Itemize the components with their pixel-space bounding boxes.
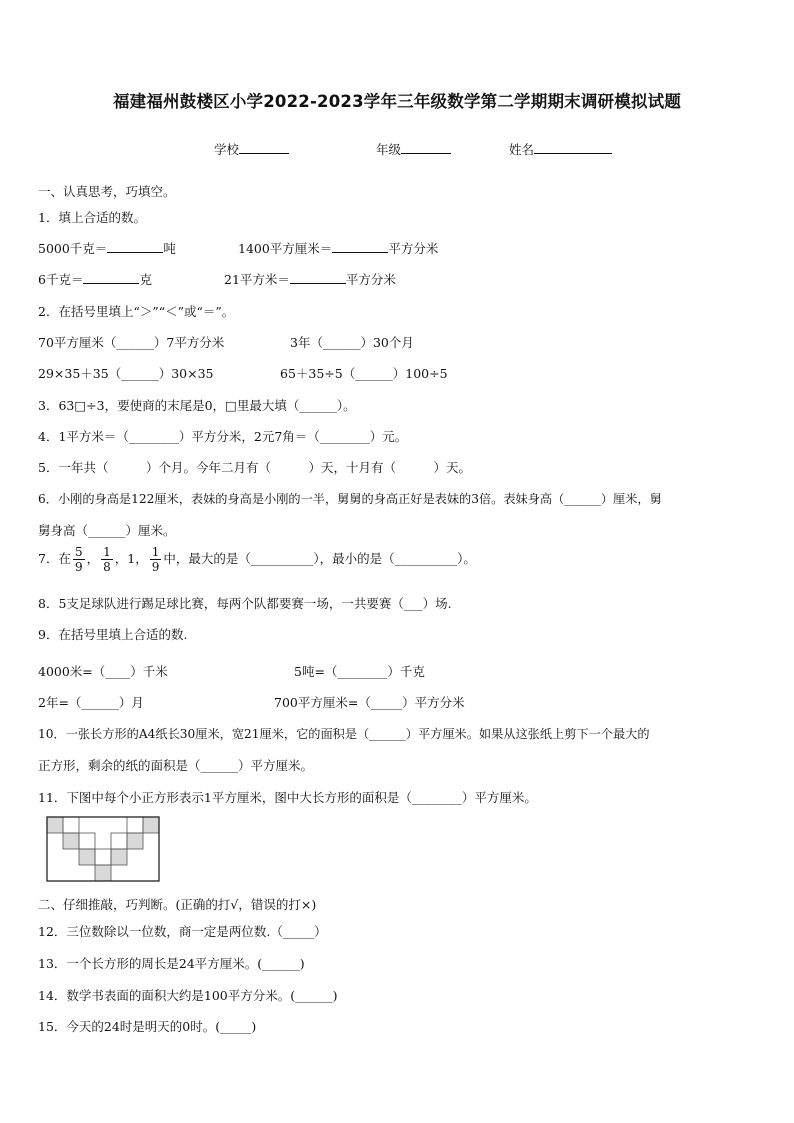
grade-blank[interactable]: [401, 141, 451, 155]
q8: 8．5支足球队进行踢足球比赛，每两个队都要赛一场，一共要赛（___）场.: [38, 596, 452, 611]
q10-line-2: 正方形，剩余的纸的面积是（______）平方厘米。: [38, 758, 314, 773]
q1-c-blank[interactable]: [83, 271, 139, 285]
grid-square: [95, 849, 111, 865]
q1-stem: 1．填上合适的数。: [38, 210, 146, 225]
q7-sep-1: ，: [86, 551, 100, 566]
q6-line-1: 6．小刚的身高是122厘米，表妹的身高是小刚的一半，舅舅的身高正好是表妹的3倍。表妹身高（______）厘米，舅: [38, 492, 662, 506]
name-blank[interactable]: [534, 141, 612, 155]
shaded-square: [79, 849, 95, 865]
q13: 13．一个长方形的周长是24平方厘米。(______): [38, 956, 305, 971]
q7-fraction-2-denominator: 8: [103, 560, 111, 574]
q14: 14．数学书表面的面积大约是100平方分米。(______): [38, 988, 338, 1003]
name-label: 姓名: [509, 142, 535, 157]
q2-a: 70平方厘米（______）7平方分米: [38, 335, 225, 350]
q9-stem: 9．在括号里填上合适的数.: [38, 627, 188, 642]
q7-one: ，1，: [114, 551, 148, 566]
q7-prefix: 7．在: [38, 551, 71, 566]
page-title: 福建福州鼓楼区小学2022-2023学年三年级数学第二学期期末调研模拟试题: [112, 92, 682, 111]
q7-suffix: 中，最大的是（__________），最小的是（__________）。: [163, 551, 476, 566]
q7-fraction-1: [73, 546, 85, 573]
q1-d-blank[interactable]: [290, 271, 346, 285]
q1-b-right: 平方分米: [388, 241, 439, 256]
q1-d: [224, 270, 396, 288]
grid-square: [63, 817, 79, 833]
q12: 12．三位数除以一位数，商一定是两位数.（_____）: [38, 924, 327, 939]
name-field: [509, 140, 612, 158]
q2-b: 3年（______）30个月: [290, 335, 414, 350]
q6-line-2: 舅身高（______）厘米。: [38, 523, 176, 538]
q3: 3．63□÷3，要使商的末尾是0，□里最大填（______）。: [38, 398, 356, 413]
q7-fraction-2: [101, 546, 113, 573]
grade-field: [376, 140, 451, 158]
shaded-square: [143, 817, 159, 833]
school-label: 学校: [214, 142, 240, 157]
q9-d: 700平方厘米=（_____）平方分米: [274, 695, 465, 710]
grid-square: [111, 833, 127, 849]
q1-a-blank[interactable]: [107, 240, 163, 254]
grade-label: 年级: [376, 142, 402, 157]
shaded-square: [47, 817, 63, 833]
q1-a-left: 5000千克＝: [38, 241, 108, 256]
q4: 4．1平方米＝（________）平方分米，2元7角＝（________）元。: [38, 429, 408, 444]
section-2-heading: 二、仔细推敲，巧判断。(正确的打√，错误的打×): [38, 897, 317, 912]
q7: [38, 546, 476, 573]
q1-a-right: 吨: [163, 241, 176, 256]
q7-fraction-3: [150, 546, 162, 573]
q1-c: [38, 270, 152, 288]
q2-d: 65＋35÷5（______）100÷5: [280, 366, 448, 381]
shaded-square: [111, 849, 127, 865]
q1-a: [38, 239, 176, 257]
q9-a: 4000米=（____）千米: [38, 664, 168, 679]
q2-stem: 2．在括号里填上“＞”“＜”或“＝”。: [38, 304, 235, 319]
q2-c: 29×35＋35（______）30×35: [38, 366, 214, 381]
q9-b: 5吨=（________）千克: [294, 664, 425, 679]
section-1-heading: 一、认真思考，巧填空。: [38, 184, 176, 199]
q1-b-blank[interactable]: [332, 240, 388, 254]
q7-fraction-1-numerator: 5: [74, 545, 83, 559]
q5: 5．一年共（ ）个月。今年二月有（ ）天，十月有（ ）天。: [38, 460, 471, 475]
q1-b-left: 1400平方厘米＝: [238, 241, 333, 256]
q15: 15．今天的24时是明天的0时。(_____): [38, 1019, 257, 1034]
grid-square: [79, 833, 95, 849]
q1-c-left: 6千克＝: [38, 272, 84, 287]
q11: 11．下图中每个小正方形表示1平方厘米，图中大长方形的面积是（________）平方厘米。: [38, 790, 537, 805]
q7-fraction-2-numerator: 1: [103, 545, 111, 559]
q1-c-right: 克: [139, 272, 152, 287]
school-field: [214, 140, 289, 158]
q11-grid-figure: [46, 816, 164, 886]
shaded-square: [127, 833, 143, 849]
q7-fraction-1-denominator: 9: [74, 560, 83, 574]
grid-square: [127, 817, 143, 833]
shaded-square: [63, 833, 79, 849]
q1-d-left: 21平方米＝: [224, 272, 290, 287]
q10-line-1: 10．一张长方形的A4纸长30厘米，宽21厘米，它的面积是（______）平方厘米。如果从这张纸上剪下一个最大的: [38, 727, 650, 741]
q9-c: 2年=（______）月: [38, 695, 144, 710]
q7-fraction-3-numerator: 1: [151, 545, 160, 559]
school-blank[interactable]: [239, 141, 289, 155]
q1-b: [238, 239, 438, 257]
q7-fraction-3-denominator: 9: [151, 560, 160, 574]
shaded-square: [95, 865, 111, 881]
q1-d-right: 平方分米: [345, 272, 396, 287]
